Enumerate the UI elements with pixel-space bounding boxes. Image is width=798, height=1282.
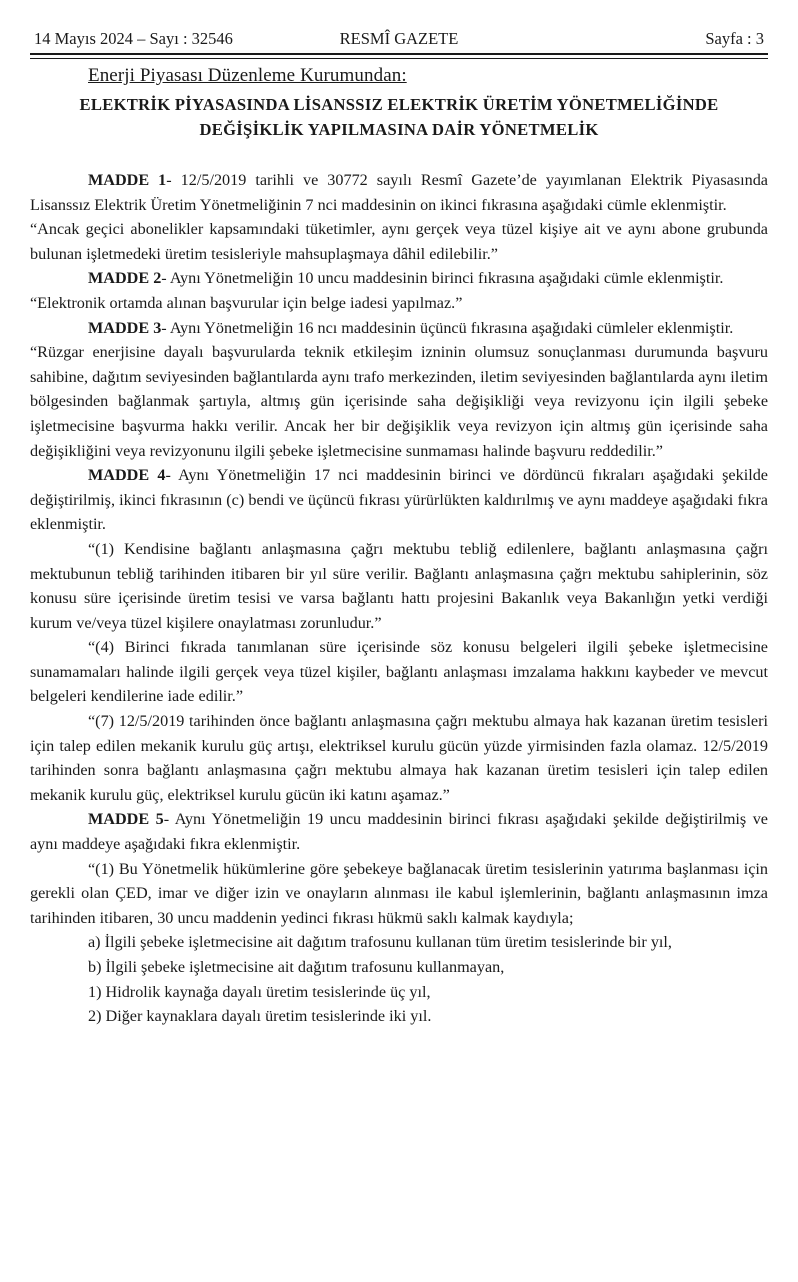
publication-name: RESMÎ GAZETE — [339, 29, 459, 48]
article-4 — [30, 463, 768, 537]
article-2 — [30, 266, 768, 291]
article-5 — [30, 807, 768, 856]
article-3-quote: “Rüzgar enerjisine dayalı başvurularda teknik etkileşim izninin olumsuz sonuçlanması durumunda başvuru sahibine, dağıtım seviyesinden bağlantılarda aynı trafo merkezinden, iletim seviyesinden bağlantılarda aynı iletim bölgesinden bağlanmak şartıyla, altmış gün içerisinde saha değişikliği veya revizyonu için ilgili şebeke işletmecisine başvurma hakkı verilir. Ancak her bir değişiklik veya revizyon için altmış gün içerisinde saha değişikliğini veya revizyonunu ilgili şebeke işletmecisine sunmaması halinde başvuru reddedilir.” — [30, 343, 768, 460]
article-text: - Aynı Yönetmeliğin 16 ncı maddesinin üçüncü fıkrasına aşağıdaki cümleler eklenmiştir. — [161, 318, 734, 337]
list-item: 1) Hidrolik kaynağa dayalı üretim tesislerinde üç yıl, — [88, 982, 431, 1001]
list-item: 2) Diğer kaynaklara dayalı üretim tesislerinde iki yıl. — [88, 1007, 432, 1026]
article-2-quote: “Elektronik ortamda alınan başvurular için belge iadesi yapılmaz.” — [30, 293, 463, 312]
article-label: MADDE 3 — [88, 318, 162, 337]
article-text: - Aynı Yönetmeliğin 10 uncu maddesinin birinci fıkrasına aşağıdaki cümle eklenmiştir. — [161, 269, 724, 288]
article-label: MADDE 1 — [88, 171, 167, 189]
article-4-paragraph-1: “(1) Kendisine bağlantı anlaşmasına çağrı mektubu tebliğ edilenlere, bağlantı anlaşmasına çağrı mektubunun tebliğ tarihinden itibaren bir yıl süre verilir. Bağlantı anlaşmasına çağrı mektubu sahiplerinin, söz konusu süre içerisinde üretim tesisi ve varsa bağlantı hattı projesini Bakanlık veya Bakanlığın yetki verdiği kurum ve/veya tüzel kişilere onaylatması zorunludur.” — [30, 539, 768, 632]
header-rule-thick — [30, 53, 768, 55]
article-text: - Aynı Yönetmeliğin 17 nci maddesinin birinci ve dördüncü fıkraları aşağıdaki şekilde değiştirilmiş, ikinci fıkrasının (c) bendi ve üçüncü fıkrası yürürlükten kaldırılmış ve aynı maddeye aşağıdaki fıkra eklenmiştir. — [30, 466, 768, 534]
header-rule-thin — [30, 58, 768, 59]
document-body — [30, 62, 768, 1029]
regulation-title-line: DEĞİŞİKLİK YAPILMASINA DAİR YÖNETMELİK — [199, 120, 599, 139]
article-text: - Aynı Yönetmeliğin 19 uncu maddesinin birinci fıkrası aşağıdaki şekilde değiştirilmiş ve aynı maddeye aşağıdaki fıkra eklenmiştir. — [30, 810, 768, 854]
article-1 — [30, 168, 768, 217]
article-label: MADDE 4 — [88, 466, 166, 485]
page-number: Sayfa : 3 — [705, 29, 764, 48]
article-text: - 12/5/2019 tarihli ve 30772 sayılı Resmî Gazete’de yayımlanan Elektrik Piyasasında Lisanssız Elektrik Üretim Yönetmeliğinin 7 nci maddesinin on ikinci fıkrasına aşağıdaki cümle eklenmiştir. — [30, 171, 768, 214]
article-4-paragraph-7: “(7) 12/5/2019 tarihinden önce bağlantı anlaşmasına çağrı mektubu almaya hak kazanan üretim tesisleri için talep edilen mekanik kurulu güç artışı, elektriksel kurulu gücün yüzde yirmisinden fazla olamaz. 12/5/2019 tarihinden sonra bağlantı anlaşmasına çağrı mektubu almaya hak kazanan üretim tesisleri için talep edilen mekanik kurulu güç, elektriksel kurulu gücün iki katını aşamaz.” — [30, 712, 768, 804]
article-4-paragraph-4: “(4) Birinci fıkrada tanımlanan süre içerisinde söz konusu belgeleri ilgili şebeke işletmecisine sunamamaları halinde ilgili gerçek veya tüzel kişiler, bağlantı anlaşması imzalama hakkını kaybeder ve mevcut belgeleri kendilerine iade edilir.” — [30, 638, 768, 706]
issue-date-number: 14 Mayıs 2024 – Sayı : 32546 — [34, 29, 233, 48]
issuing-institution: Enerji Piyasası Düzenleme Kurumundan: — [88, 65, 407, 86]
list-item: b) İlgili şebeke işletmecisine ait dağıtım trafosunu kullanmayan, — [88, 958, 505, 976]
article-1-quote: “Ancak geçici abonelikler kapsamındaki tüketimler, aynı gerçek veya tüzel kişiye ait ve aynı abone grubunda bulunan işletmedeki üretim tesisleriyle mahsuplaşmaya dâhil edilebilir.” — [30, 220, 768, 263]
article-label: MADDE 2 — [88, 269, 162, 288]
regulation-title-line: ELEKTRİK PİYASASINDA LİSANSSIZ ELEKTRİK ÜRETİM YÖNETMELİĞİNDE — [79, 95, 719, 114]
article-5-paragraph-1: “(1) Bu Yönetmelik hükümlerine göre şebekeye bağlanacak üretim tesislerinin yatırıma başlanması için gerekli olan ÇED, imar ve diğer izin ve onayların alınması ile kabul işlemlerinin, bağlantı anlaşmasının imza tarihinden itibaren, 30 uncu maddenin yedinci fıkrası hükmü saklı kalmak kaydıyla; — [30, 859, 768, 927]
article-label: MADDE 5 — [88, 810, 164, 829]
list-item: a) İlgili şebeke işletmecisine ait dağıtım trafosunu kullanan tüm üretim tesislerinde bir yıl, — [88, 933, 672, 952]
regulation-title — [30, 92, 768, 142]
article-3 — [30, 316, 768, 341]
page-header — [30, 28, 768, 50]
